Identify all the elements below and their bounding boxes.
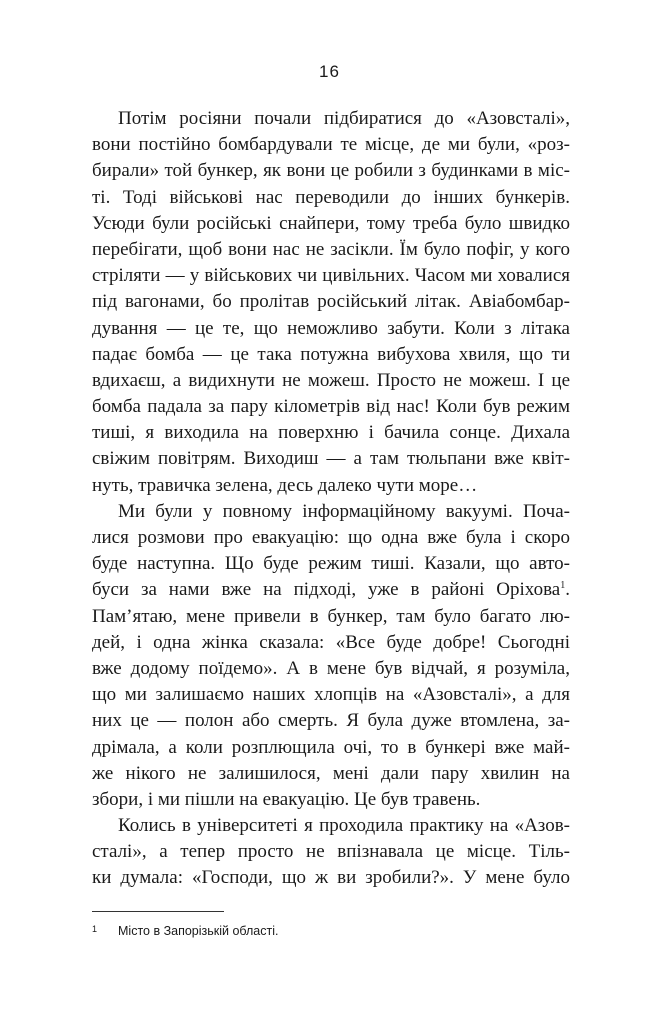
text-line: дей, і одна жінка сказала: «Все буде добре! Сьогодні [92, 631, 570, 653]
text-line: вже додому поїдемо». А в мене був відчай, я розуміла, [92, 657, 570, 679]
text-line: дування — це те, що неможливо забути. Коли з літака [92, 317, 570, 339]
text-line: тиші, я виходила на поверхню і бачила сонце. Дихала [92, 422, 570, 444]
text-line: стріляти — у військових чи цивільних. Часом ми ховалися [92, 265, 570, 287]
text-line: бомба падала за пару кілометрів від нас! Коли був режим [92, 396, 570, 418]
text-line: вони постійно бомбардували те місце, де ми були, «роз- [92, 134, 570, 156]
text-line: під вагонами, бо пролітав російський літак. Авіабомбар- [92, 291, 570, 313]
text-line: лися розмови про евакуацію: що одна вже була і скоро [92, 527, 570, 548]
text-line: збори, і ми пішли на евакуацію. Це був травень. [92, 788, 481, 810]
text-line: Потім росіяни почали підбиратися до «Азовсталі», [118, 108, 570, 129]
text-line: що ми залишаємо наших хлопців на «Азовсталі», а для [92, 684, 570, 706]
text-line: дрімала, а коли розплющила очі, то в бункері вже май- [92, 736, 570, 758]
text-line: Пам’ятаю, мене привели в бункер, там було багато лю- [92, 605, 570, 627]
body-text [92, 106, 570, 892]
page-number: 16 [319, 62, 340, 81]
text-line: свіжим повітрям. Виходиш — а там тюльпани вже квіт- [92, 448, 570, 470]
text-line-content: буси за нами вже на підході, уже в районі Оріхова [92, 579, 561, 601]
footnote-reference: 1 [560, 580, 566, 592]
text-line: бирали» той бункер, як вони це робили з будинками в міс- [92, 160, 570, 182]
text-line: же нікого не залишилося, мені дали пару хвилин на [92, 762, 570, 784]
text-line: ки думала: «Господи, що ж ви зробили?». У мене було [92, 867, 570, 889]
text-line: Усюди були російські снайпери, тому треба було швидко [92, 212, 570, 234]
text-line: них це — полон або смерть. Я була дуже втомлена, за- [92, 710, 570, 732]
text-line: нуть, травичка зелена, десь далеко чути море… [92, 474, 478, 496]
text-line: ті. Тоді військові нас переводили до інших бункерів. [92, 186, 570, 208]
footnote-number: 1 [92, 924, 98, 934]
text-line-with-footnote [92, 577, 570, 603]
footnote-reference-punctuation: . [565, 579, 570, 601]
text-line: буде наступна. Що буде режим тиші. Казали, що авто- [92, 553, 570, 575]
footnote-divider [92, 911, 224, 912]
text-line: вдихаєш, а видихнути не можеш. Просто не можеш. І це [92, 369, 570, 391]
text-line: падає бомба — це така потужна вибухова хвиля, що ти [92, 343, 570, 365]
footnote-text: Місто в Запорізькій області. [118, 924, 279, 938]
text-line: Ми були у повному інформаційному вакуумі. Поча- [118, 500, 570, 522]
footnote [92, 921, 570, 939]
text-line: перебігати, щоб вони нас не засікли. Їм було пофіг, у кого [92, 238, 570, 260]
text-line: Колись в університеті я проходила практику на «Азов- [118, 815, 570, 837]
text-line: сталі», а тепер просто не впізнавала це місце. Тіль- [92, 841, 570, 863]
